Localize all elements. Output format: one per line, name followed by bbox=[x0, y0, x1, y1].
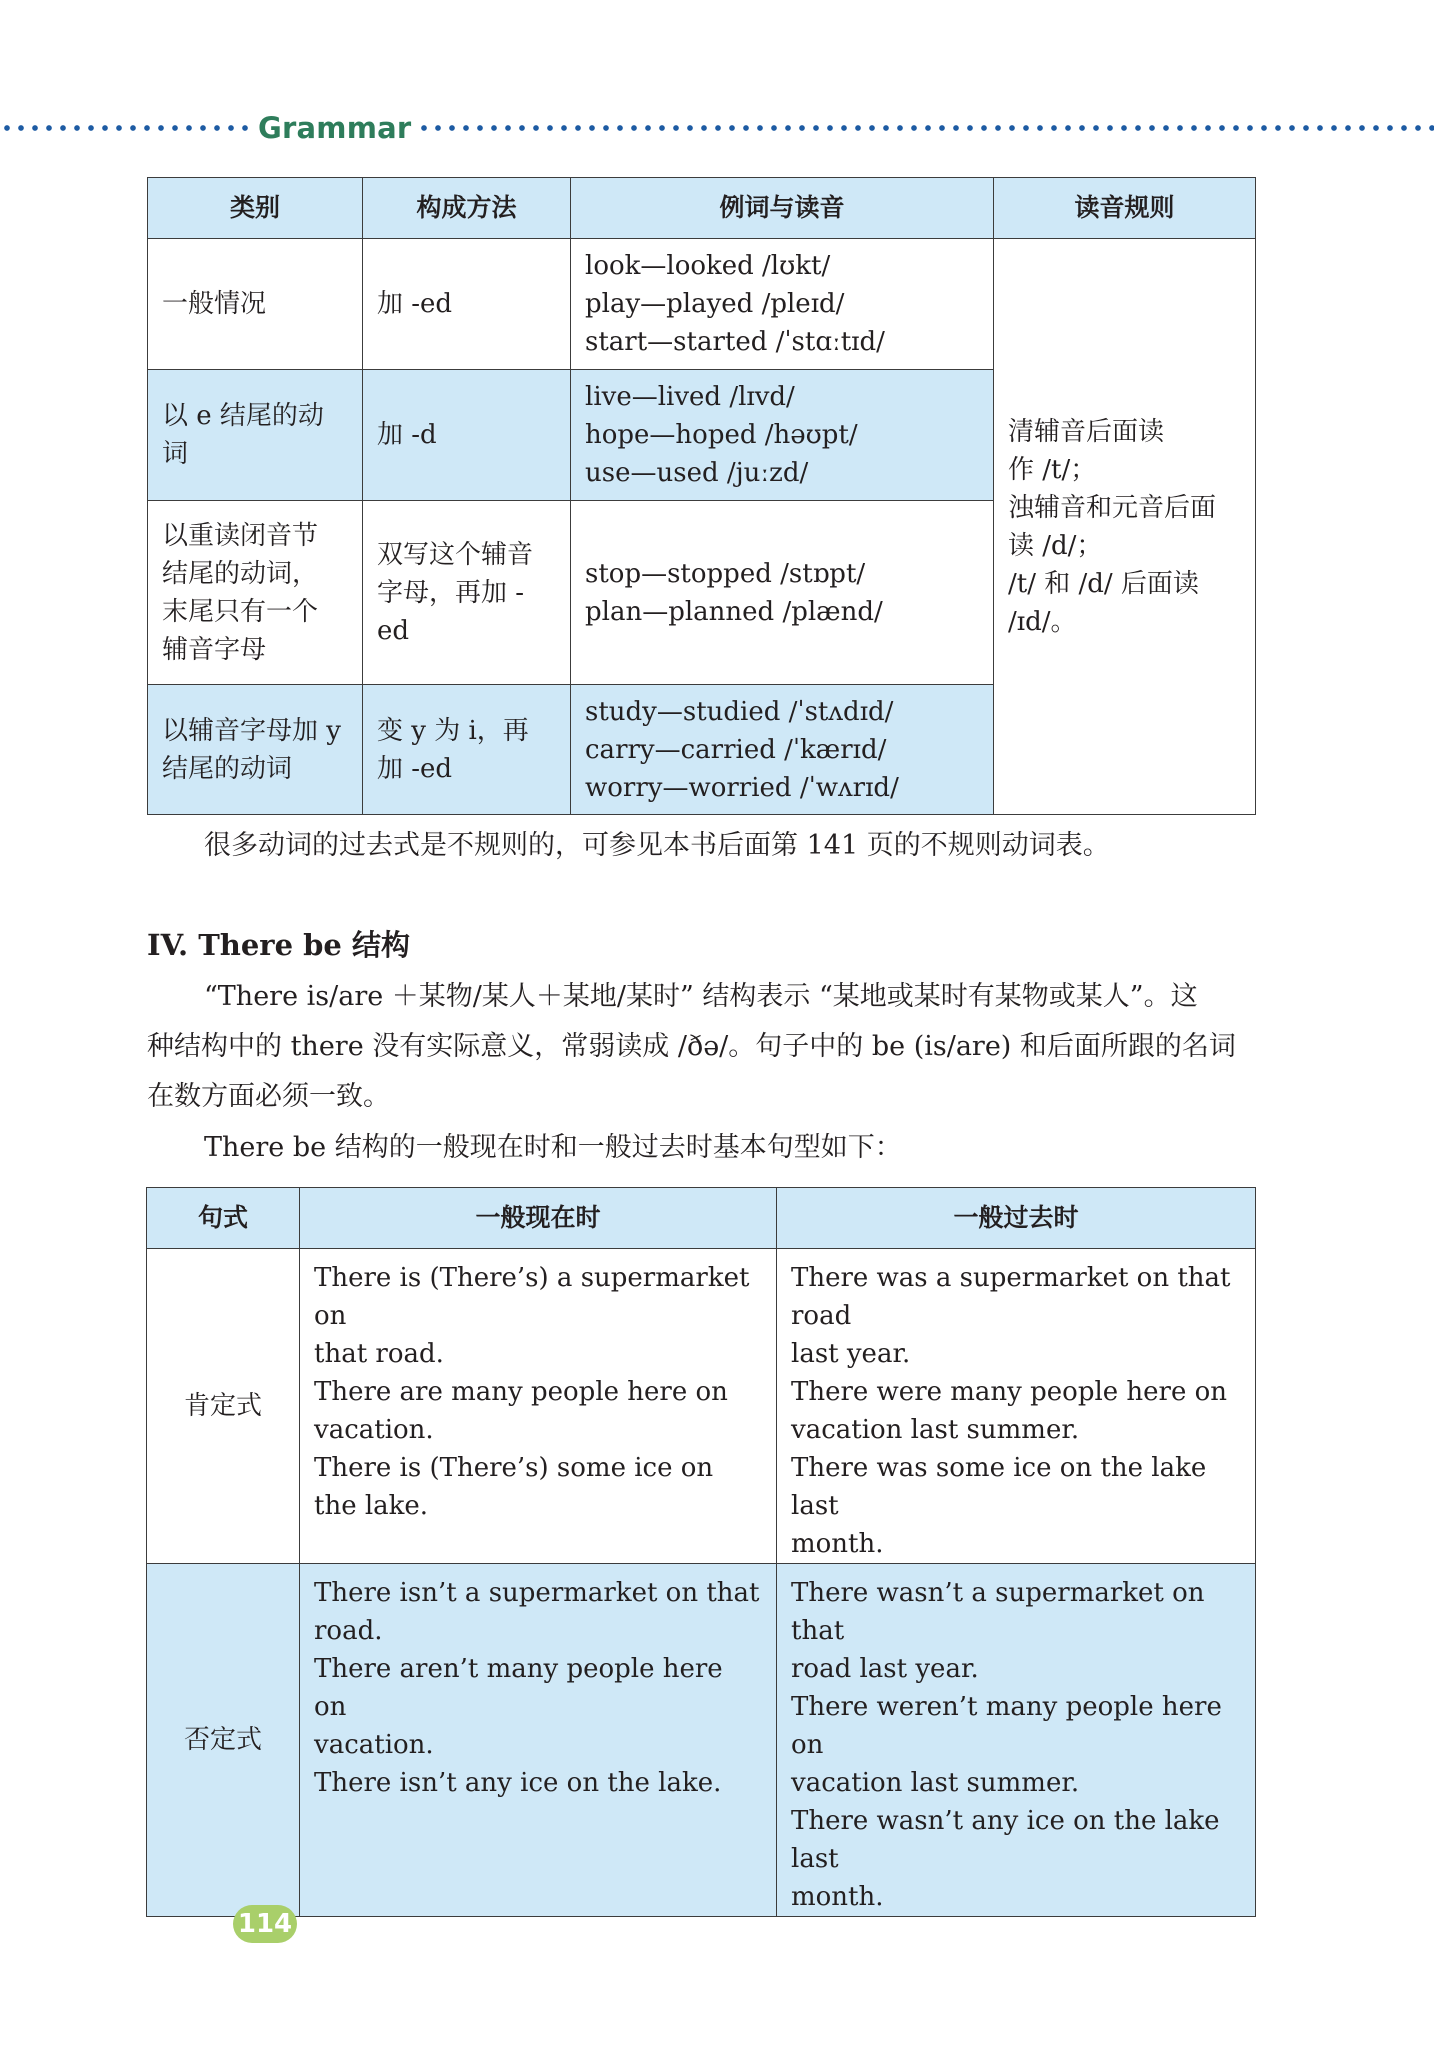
header-dots-right bbox=[417, 124, 1434, 132]
header-method: 构成方法 bbox=[363, 178, 571, 239]
category-cell bbox=[148, 501, 363, 685]
sentence-line: vacation. bbox=[314, 1730, 434, 1760]
header-dots-left bbox=[0, 124, 252, 132]
category-cell: 一般情况 bbox=[148, 239, 363, 370]
present-cell bbox=[300, 1564, 777, 1917]
present-cell bbox=[300, 1249, 777, 1564]
pattern-label: 否定式 bbox=[147, 1564, 300, 1917]
header-bar bbox=[0, 108, 1434, 148]
sentence-line: month. bbox=[791, 1529, 884, 1559]
section-paragraph: There be 结构的一般现在时和一般过去时基本句型如下： bbox=[204, 1132, 902, 1163]
sentence-line: road last year. bbox=[791, 1654, 979, 1684]
section-paragraph-line: “There is/are ＋某物/某人＋某地/某时” 结构表示 “某地或某时有某物或某人”。这 bbox=[204, 981, 1198, 1012]
method-cell bbox=[363, 685, 571, 815]
category-line: 辅音字母 bbox=[162, 634, 267, 665]
past-cell bbox=[777, 1249, 1256, 1564]
rule-line: /t/ 和 /d/ 后面读 bbox=[1008, 568, 1199, 599]
method-line: 字母，再加 -ed bbox=[377, 577, 525, 646]
sentence-line: There is (There’s) a supermarket on bbox=[314, 1263, 750, 1331]
header-examples: 例词与读音 bbox=[571, 178, 994, 239]
category-line: 结尾的动词， bbox=[162, 558, 319, 589]
sentence-line: that road. bbox=[314, 1339, 444, 1369]
example-line: carry—carried /ˈkærɪd/ bbox=[585, 734, 887, 765]
example-line: worry—worried /ˈwʌrɪd/ bbox=[585, 772, 899, 803]
sentence-line: vacation. bbox=[314, 1415, 434, 1445]
sentence-line: There isn’t a supermarket on that road. bbox=[314, 1578, 760, 1646]
rule-line: 清辅音后面读 bbox=[1008, 416, 1165, 447]
category-cell: 以 e 结尾的动词 bbox=[148, 370, 363, 501]
method-line: 双写这个辅音 bbox=[377, 539, 534, 570]
header-past: 一般过去时 bbox=[777, 1188, 1256, 1249]
sentence-line: There is (There’s) some ice on the lake. bbox=[314, 1453, 714, 1521]
irregular-verbs-note: 很多动词的过去式是不规则的，可参见本书后面第 141 页的不规则动词表。 bbox=[204, 830, 1110, 861]
header-title: Grammar bbox=[258, 111, 412, 145]
examples-cell bbox=[571, 685, 994, 815]
header-present: 一般现在时 bbox=[300, 1188, 777, 1249]
example-line: study—studied /ˈstʌdɪd/ bbox=[585, 696, 894, 727]
rule-line: 作 /t/； bbox=[1008, 454, 1097, 485]
example-line: start—started /ˈstɑːtɪd/ bbox=[585, 327, 885, 357]
examples-cell bbox=[571, 239, 994, 370]
section-paragraph-line: 在数方面必须一致。 bbox=[147, 1081, 390, 1112]
example-line: stop—stopped /stɒpt/ bbox=[585, 558, 866, 589]
rule-line: /ɪd/。 bbox=[1008, 606, 1077, 637]
example-line: hope—hoped /həʊpt/ bbox=[585, 420, 858, 450]
table-header-row bbox=[147, 1188, 1256, 1249]
table-row bbox=[147, 1249, 1256, 1564]
examples-cell bbox=[571, 501, 994, 685]
there-be-patterns-table bbox=[146, 1187, 1256, 1917]
sentence-line: There weren’t many people here on bbox=[791, 1692, 1222, 1760]
table-row bbox=[147, 1564, 1256, 1917]
example-line: plan—planned /plænd/ bbox=[585, 596, 883, 627]
section-paragraph-line: 种结构中的 there 没有实际意义，常弱读成 /ðə/。句子中的 be (is/are) 和后面所跟的名词 bbox=[147, 1031, 1236, 1062]
sentence-line: There are many people here on bbox=[314, 1377, 728, 1407]
header-rule: 读音规则 bbox=[994, 178, 1256, 239]
category-line: 末尾只有一个 bbox=[162, 596, 319, 627]
pattern-label: 肯定式 bbox=[147, 1249, 300, 1564]
sentence-line: vacation last summer. bbox=[791, 1768, 1080, 1798]
method-line: 加 -ed bbox=[377, 753, 453, 784]
category-line: 以辅音字母加 y bbox=[162, 715, 341, 746]
sentence-line: There was a supermarket on that road bbox=[791, 1263, 1231, 1331]
rule-cell bbox=[994, 239, 1256, 815]
sentence-line: last year. bbox=[791, 1339, 911, 1369]
past-cell bbox=[777, 1564, 1256, 1917]
sentence-line: month. bbox=[791, 1882, 884, 1912]
sentence-line: There were many people here on bbox=[791, 1377, 1228, 1407]
header-pattern: 句式 bbox=[147, 1188, 300, 1249]
examples-cell bbox=[571, 370, 994, 501]
category-line: 结尾的动词 bbox=[162, 753, 293, 784]
sentence-line: There wasn’t a supermarket on that bbox=[791, 1578, 1205, 1646]
sentence-line: There isn’t any ice on the lake. bbox=[314, 1768, 722, 1798]
method-line: 变 y 为 i，再 bbox=[377, 715, 529, 746]
table-row bbox=[148, 239, 1256, 370]
table-header-row bbox=[148, 178, 1256, 239]
example-line: look—looked /lʊkt/ bbox=[585, 251, 831, 281]
example-line: use—used /juːzd/ bbox=[585, 458, 809, 488]
example-line: play—played /pleɪd/ bbox=[585, 289, 845, 319]
rule-line: 读 /d/； bbox=[1008, 530, 1103, 561]
sentence-line: There was some ice on the lake last bbox=[791, 1453, 1207, 1521]
method-cell: 加 -ed bbox=[363, 239, 571, 370]
category-line: 以重读闭音节 bbox=[162, 520, 319, 551]
header-category: 类别 bbox=[148, 178, 363, 239]
example-line: live—lived /lɪvd/ bbox=[585, 382, 795, 412]
rule-line: 浊辅音和元音后面 bbox=[1008, 492, 1217, 523]
section-title: IV. There be 结构 bbox=[147, 928, 410, 962]
sentence-line: vacation last summer. bbox=[791, 1415, 1080, 1445]
method-cell bbox=[363, 501, 571, 685]
sentence-line: There aren’t many people here on bbox=[314, 1654, 723, 1722]
page-number-badge: 114 bbox=[233, 1905, 297, 1943]
past-tense-rules-table bbox=[147, 177, 1256, 815]
sentence-line: There wasn’t any ice on the lake last bbox=[791, 1806, 1220, 1874]
method-cell: 加 -d bbox=[363, 370, 571, 501]
category-cell bbox=[148, 685, 363, 815]
